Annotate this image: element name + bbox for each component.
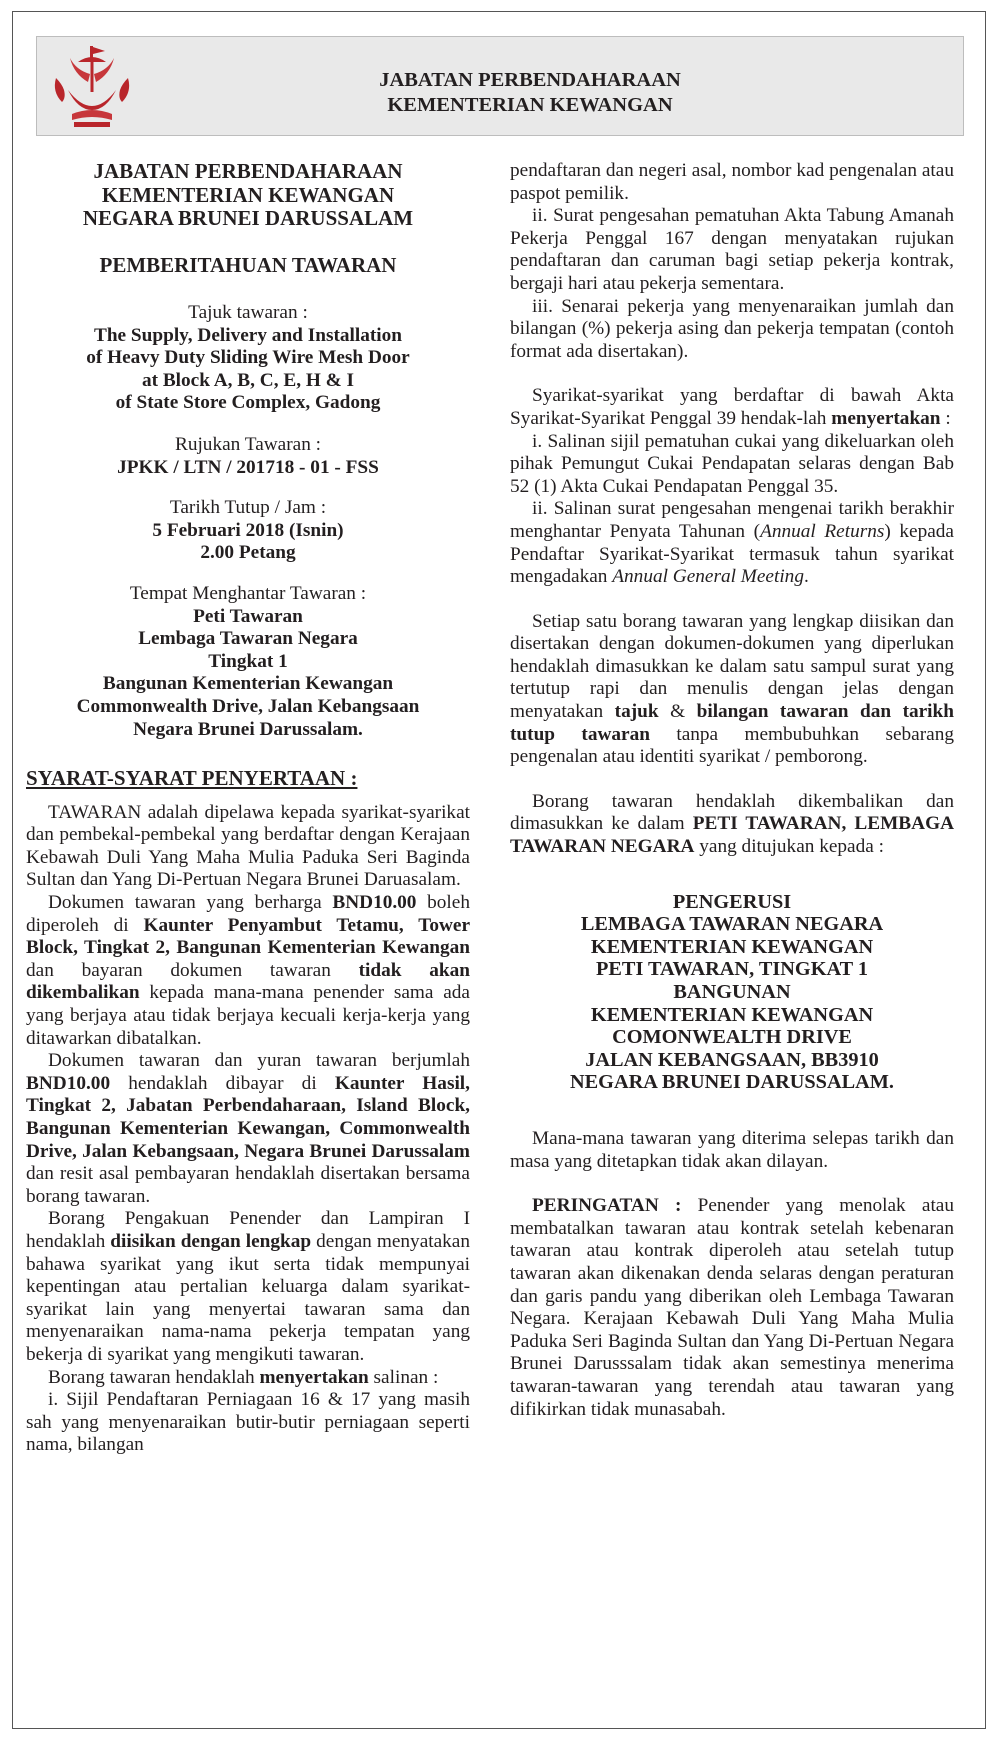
rujukan-value: JPKK / LTN / 201718 - 01 - FSS	[117, 456, 379, 478]
tempat-line-5: Commonwealth Drive, Jalan Kebangsaan	[76, 695, 420, 717]
tender-title-line-1: The Supply, Delivery and Installation	[93, 324, 403, 346]
tajuk-label: Tajuk tawaran :	[188, 302, 308, 323]
tempat-line-4: Bangunan Kementerian Kewangan	[102, 673, 394, 695]
list-item-business-cert: i. Sijil Pendaftaran Perniagaan 16 & 17 yang masih sah yang menyenaraikan butir-butir perniagaan seperti nama, bilangan	[26, 1389, 470, 1456]
org-line-2: KEMENTERIAN KEWANGAN	[101, 182, 395, 207]
tender-title-line-4: of State Store Complex, Gadong	[115, 392, 381, 414]
list-item-tap-letter: ii. Surat pengesahan pematuhan Akta Tabung Amanah Pekerja Penggal 167 dengan menyatakan rujukan pendaftaran dan caruman bagi setiap pekerja kontrak, bergaji hari atau pekerja sementara.	[510, 205, 954, 294]
tempat-line-6: Negara Brunei Darussalam.	[133, 718, 363, 740]
paragraph-attachments: Borang tawaran hendaklah menyertakan salinan :	[48, 1366, 439, 1388]
rujukan-label: Rujukan Tawaran :	[174, 433, 322, 455]
paragraph-payment: Dokumen tawaran dan yuran tawaran berjumlah BND10.00 hendaklah dibayar di Kaunter Hasil, Tingkat 2, Jabatan Perbendaharaan, Island Block, Bangunan Kementerian Kewangan, Commonwealth Drive, Jalan Kebangsaan, Negara Brunei Darussalam dan resit asal pembayaran hendaklah disertakan bersama borang tawaran.	[26, 1050, 470, 1207]
org-line-1: JABATAN PERBENDAHARAAN	[93, 159, 403, 183]
tarikh-value: 5 Februari 2018 (Isnin)	[152, 519, 344, 541]
org-name-block	[26, 160, 470, 231]
syarat-heading: SYARAT-SYARAT PENYERTAAN :	[26, 766, 358, 791]
list-item-business-cert-cont: pendaftaran dan negeri asal, nombor kad pengenalan atau paspot pemilik.	[510, 160, 954, 204]
address-block	[510, 891, 954, 1094]
address-line-7: COMONWEALTH DRIVE	[612, 1026, 852, 1049]
address-line-5: BANGUNAN	[673, 981, 791, 1003]
paragraph-late-submission: Mana-mana tawaran yang diterima selepas tarikh dan masa yang ditetapkan tidak akan dilayan.	[510, 1127, 954, 1172]
notice-title: PEMBERITAHUAN TAWARAN	[99, 252, 397, 277]
address-line-1: PENGERUSI	[672, 890, 792, 913]
paragraph-return: Borang tawaran hendaklah dikembalikan dan dimasukkan ke dalam PETI TAWARAN, LEMBAGA TAWARAN NEGARA yang ditujukan kepada :	[510, 790, 954, 858]
left-column	[26, 160, 470, 1457]
tender-title-line-2: of Heavy Duty Sliding Wire Mesh Door	[86, 347, 410, 369]
tempat-line-2: Lembaga Tawaran Negara	[138, 628, 358, 650]
jam-value: 2.00 Petang	[200, 542, 296, 564]
brunei-crest-icon	[50, 44, 134, 130]
tender-title	[26, 325, 470, 415]
address-line-6: KEMENTERIAN KEWANGAN	[590, 1003, 874, 1026]
list-item-worker-list: iii. Senarai pekerja yang menyenaraikan jumlah dan bilangan (%) pekerja asing dan pekerja tempatan (contoh format ada disertakan).	[510, 295, 954, 362]
list-item-tax-cert: i. Salinan sijil pematuhan cukai yang dikeluarkan oleh pihak Pemungut Cukai Pendapatan selaras dengan Bab 52 (1) Akta Cukai Pendapatan Penggal 35.	[510, 430, 954, 497]
paragraph-warning: PERINGATAN : Penender yang menolak atau membatalkan tawaran atau kontrak setelah kebenaran tawaran atau kontrak diperoleh atau setelah tutup tawaran akan dikenakan denda selaras dengan peraturan dan garis pandu yang diberikan oleh Lembaga Tawaran Negara. Kerajaan Kebawah Duli Yang Maha Mulia Paduka Seri Baginda Sultan dan Yang Di-Pertuan Negara Brunei Darusssalam tidak akan semestinya menerima tawaran-tawaran yang terendah atau tawaran yang difikirkan tidak munasabah.	[510, 1195, 955, 1420]
paragraph-document-fee: Dokumen tawaran yang berharga BND10.00 boleh diperoleh di Kaunter Penyambut Tetamu, Tower Block, Tingkat 2, Bangunan Kementerian Kewangan dan bayaran dokumen tawaran tidak akan dikembalikan kepada mana-mana penender sama ada yang berjaya atau tidak berjaya kecuali kerja-kerja yang ditawarkan dibatalkan.	[26, 892, 470, 1049]
header-title	[230, 68, 830, 118]
tempat-block	[26, 606, 470, 742]
tarikh-label: Tarikh Tutup / Jam :	[169, 497, 327, 519]
tender-title-line-3: at Block A, B, C, E, H & I	[141, 369, 355, 391]
paragraph-declaration: Borang Pengakuan Penender dan Lampiran I hendaklah diisikan dengan lengkap dengan menyatakan bahawa syarikat yang ikut serta tidak mempunyai kepentingan atau pertalian keluarga dalam syarikat-syarikat lain yang menyertai tawaran sama dan menyenaraikan nama-nama pekerja tempatan yang bekerja di syarikat yang mengikuti tawaran.	[26, 1208, 471, 1365]
paragraph-envelope: Setiap satu borang tawaran yang lengkap diisikan dan disertakan dengan dokumen-dokumen yang diperlukan hendaklah dimasukkan ke dalam satu sampul surat yang tertutup rapi dan menulis dengan jelas dengan menyatakan tajuk & bilangan tawaran dan tarikh tutup tawaran tanpa membubuhkan sebarang pengenalan atau identiti syarikat / pemborong.	[510, 610, 954, 768]
tempat-line-1: Peti Tawaran	[193, 605, 303, 627]
tempat-line-3: Tingkat 1	[208, 650, 288, 672]
header-line-2: KEMENTERIAN KEWANGAN	[387, 94, 673, 116]
header-line-1: JABATAN PERBENDAHARAAN	[379, 69, 681, 91]
address-line-9: NEGARA BRUNEI DARUSSALAM.	[570, 1071, 894, 1094]
paragraph-company-requirements: Syarikat-syarikat yang berdaftar di bawah Akta Syarikat-Syarikat Penggal 39 hendak-lah menyertakan :	[510, 385, 954, 429]
address-line-2: LEMBAGA TAWARAN NEGARA	[580, 913, 884, 936]
right-column	[510, 160, 954, 1421]
tempat-label: Tempat Menghantar Tawaran :	[129, 582, 367, 604]
address-line-3: KEMENTERIAN KEWANGAN	[590, 935, 874, 958]
list-item-annual-returns: ii. Salinan surat pengesahan mengenai tarikh berakhir menghantar Penyata Tahunan (Annual Returns) kepada Pendaftar Syarikat-Syarikat termasuk tahun syarikat mengadakan Annual General Meeting.	[510, 498, 954, 588]
address-line-4: PETI TAWARAN, TINGKAT 1	[596, 958, 868, 981]
address-line-8: JALAN KEBANGSAAN, BB3910	[585, 1048, 879, 1071]
paragraph-invitation: TAWARAN adalah dipelawa kepada syarikat-syarikat dan pembekal-pembekal yang berdaftar dengan Kerajaan Kebawah Duli Yang Maha Mulia Paduka Seri Baginda Sultan dan Yang Di-Pertuan Negara Brunei Daruasalam.	[26, 801, 470, 891]
org-line-3: NEGARA BRUNEI DARUSSALAM	[82, 206, 414, 230]
